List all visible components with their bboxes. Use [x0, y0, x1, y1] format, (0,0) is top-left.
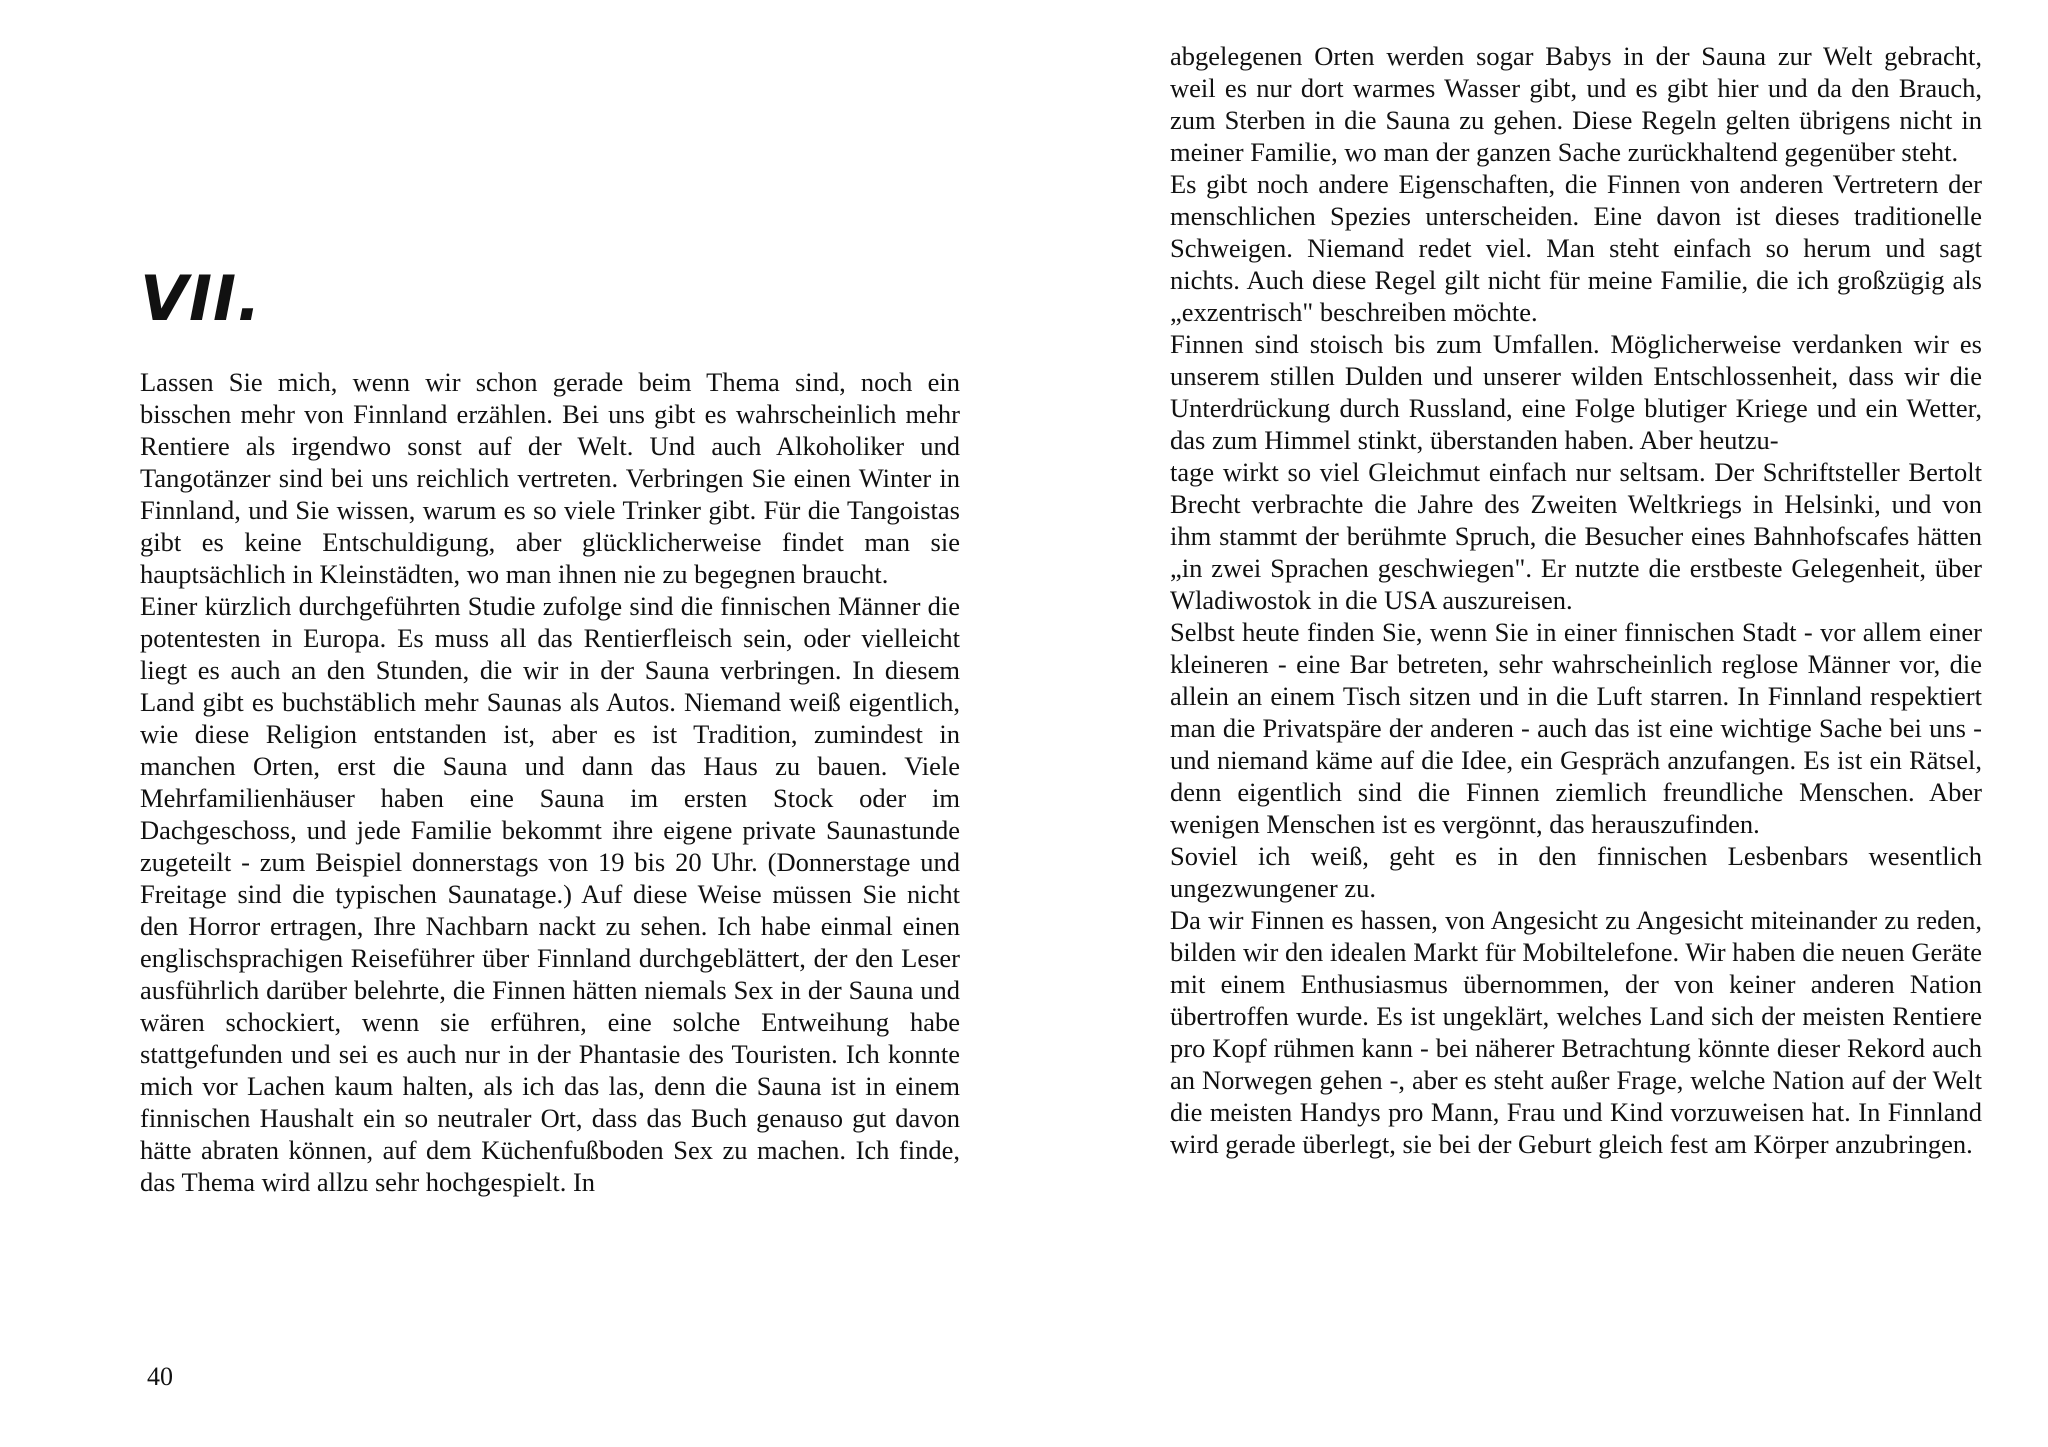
paragraph: tage wirkt so viel Gleichmut einfach nur seltsam. Der Schriftsteller Bertolt Brecht verbrachte die Jahre des Zweiten Weltkriegs in Helsinki, und von ihm stammt der berühmte Spruch, die Besucher eines Bahnhofscafes hätten „in zwei Sprachen geschwiegen". Er nutzte die erstbeste Gelegenheit, über Wladiwostok in die USA auszureisen. [1170, 457, 1982, 615]
paragraph: Finnen sind stoisch bis zum Umfallen. Möglicherweise verdanken wir es unserem stillen Dulden und unserer wilden Entschlossenheit, dass wir die Unterdrückung durch Russland, eine Folge blutiger Kriege und ein Wetter, das zum Himmel stinkt, überstanden haben. Aber heutzu- [1170, 329, 1982, 455]
paragraph: Da wir Finnen es hassen, von Angesicht zu Angesicht miteinander zu reden, bilden wir den idealen Markt für Mobiltelefone. Wir haben die neuen Geräte mit einem Enthusiasmus übernommen, der von keiner anderen Nation übertroffen wurde. Es ist ungeklärt, welches Land sich der meisten Rentiere pro Kopf rühmen kann - bei näherer Betrachtung könnte dieser Rekord auch an Norwegen gehen -, aber es steht außer Frage, welche Nation auf der Welt die meisten Handys pro Mann, Frau und Kind vorzuweisen hat. In Finnland wird gerade überlegt, sie bei der Geburt gleich fest am Körper anzubringen. [1170, 905, 1982, 1159]
paragraph: abgelegenen Orten werden sogar Babys in der Sauna zur Welt gebracht, weil es nur dort warmes Wasser gibt, und es gibt hier und da den Brauch, zum Sterben in die Sauna zu gehen. Diese Regeln gelten übrigens nicht in meiner Familie, wo man der ganzen Sache zurückhaltend gegenüber steht. [1170, 41, 1982, 167]
left-page-body [140, 366, 960, 1198]
chapter-heading: VII. [140, 262, 262, 335]
right-page [1024, 0, 2048, 1447]
right-page-body [1170, 40, 1982, 1160]
paragraph: Lassen Sie mich, wenn wir schon gerade beim Thema sind, noch ein bisschen mehr von Finnland erzählen. Bei uns gibt es wahrscheinlich mehr Rentiere als irgendwo sonst auf der Welt. Und auch Alkoholiker und Tangotänzer sind bei uns reichlich vertreten. Verbringen Sie einen Winter in Finnland, und Sie wissen, warum es so viele Trinker gibt. Für die Tangoistas gibt es keine Entschuldigung, aber glücklicherweise findet man sie hauptsächlich in Kleinstädten, wo man ihnen nie zu begegnen braucht. [140, 367, 960, 589]
paragraph: Es gibt noch andere Eigenschaften, die Finnen von anderen Vertretern der menschlichen Spezies unterscheiden. Eine davon ist dieses traditionelle Schweigen. Niemand redet viel. Man steht einfach so herum und sagt nichts. Auch diese Regel gilt nicht für meine Familie, die ich großzügig als „exzentrisch" beschreiben möchte. [1170, 169, 1982, 327]
paragraph: Soviel ich weiß, geht es in den finnischen Lesbenbars wesentlich ungezwungener zu. [1170, 841, 1982, 903]
page-number: 40 [147, 1362, 173, 1391]
paragraph: Einer kürzlich durchgeführten Studie zufolge sind die finnischen Männer die potentesten in Europa. Es muss all das Rentierfleisch sein, oder vielleicht liegt es auch an den Stunden, die wir in der Sauna verbringen. In diesem Land gibt es buchstäblich mehr Saunas als Autos. Niemand weiß eigentlich, wie diese Religion entstanden ist, aber es ist Tradition, zumindest in manchen Orten, erst die Sauna und dann das Haus zu bauen. Viele Mehrfamilienhäuser haben eine Sauna im ersten Stock oder im Dachgeschoss, und jede Familie bekommt ihre eigene private Saunastunde zugeteilt - zum Beispiel donnerstags von 19 bis 20 Uhr. (Donnerstage und Freitage sind die typischen Saunatage.) Auf diese Weise müssen Sie nicht den Horror ertragen, Ihre Nachbarn nackt zu sehen. Ich habe einmal einen englischsprachigen Reiseführer über Finnland durchgeblättert, der den Leser ausführlich darüber belehrte, die Finnen hätten niemals Sex in der Sauna und wären schockiert, wenn sie erführen, eine solche Entweihung habe stattgefunden und sei es auch nur in der Phantasie des Touristen. Ich konnte mich vor Lachen kaum halten, als ich das las, denn die Sauna ist in einem finnischen Haushalt ein so neutraler Ort, dass das Buch genauso gut davon hätte abraten können, auf dem Küchenfußboden Sex zu machen. Ich finde, das Thema wird allzu sehr hochgespielt. In [140, 591, 960, 1197]
paragraph: Selbst heute finden Sie, wenn Sie in einer finnischen Stadt - vor allem einer kleineren - eine Bar betreten, sehr wahrscheinlich reglose Männer vor, die allein an einem Tisch sitzen und in die Luft starren. In Finnland respektiert man die Privatspäre der anderen - auch das ist eine wichtige Sache bei uns - und niemand käme auf die Idee, ein Gespräch anzufangen. Es ist ein Rätsel, denn eigentlich sind die Finnen ziemlich freundliche Menschen. Aber wenigen Menschen ist es vergönnt, das herauszufinden. [1170, 617, 1982, 839]
